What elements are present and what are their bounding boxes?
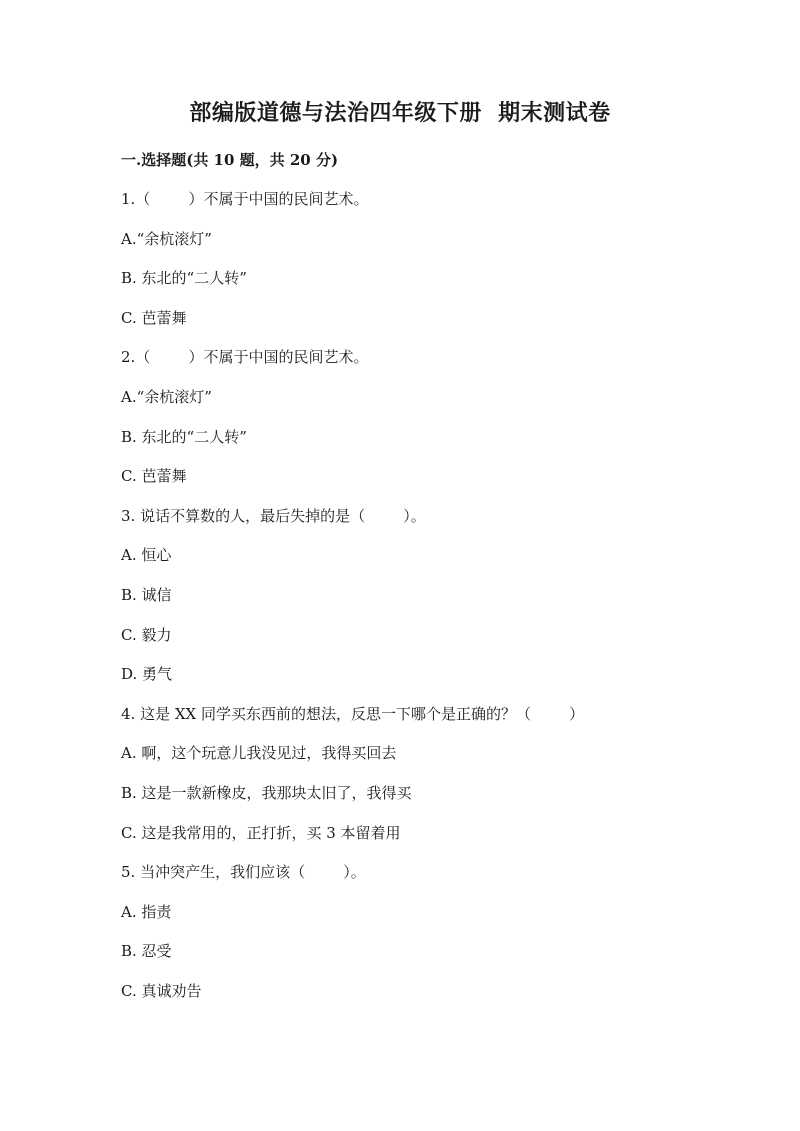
question-4-stem: 4. 这是 XX 同学买东西前的想法，反思一下哪个是正确的？（ ）	[121, 704, 585, 723]
question-3-option-a: A. 恒心	[121, 546, 172, 565]
question-3-option-d: D. 勇气	[121, 665, 173, 684]
question-4-option-b: B. 这是一款新橡皮，我那块太旧了，我得买	[121, 783, 412, 802]
question-1-option-c: C. 芭蕾舞	[121, 308, 187, 327]
question-3-option-c: C. 毅力	[121, 625, 172, 644]
question-1-option-b: B. 东北的“二人转”	[121, 269, 247, 288]
section-heading: 一.选择题(共 10 题，共 20 分)	[121, 151, 339, 169]
question-3-stem: 3. 说话不算数的人，最后失掉的是（ ）。	[121, 506, 426, 525]
question-2-option-c: C. 芭蕾舞	[121, 467, 187, 486]
question-2-stem: 2.（ ）不属于中国的民间艺术。	[121, 348, 369, 367]
page-title: 部编版道德与法治四年级下册 期末测试卷	[189, 100, 611, 126]
question-2-option-b: B. 东北的“二人转”	[121, 427, 247, 446]
question-1-stem: 1.（ ）不属于中国的民间艺术。	[121, 190, 369, 208]
question-2-option-a: A.“余杭滚灯”	[121, 387, 212, 406]
question-list	[121, 187, 584, 1018]
question-5-option-a: A. 指责	[121, 902, 172, 921]
question-5-stem: 5. 当冲突产生，我们应该（ ）。	[121, 863, 366, 882]
question-1-option-a: A.“余杭滚灯”	[121, 229, 212, 248]
question-5-option-c: C. 真诚劝告	[121, 981, 202, 1000]
question-4-option-a: A. 啊，这个玩意儿我没见过，我得买回去	[121, 744, 397, 763]
question-3-option-b: B. 诚信	[121, 585, 172, 604]
question-5-option-b: B. 忍受	[121, 942, 172, 961]
question-4-option-c: C. 这是我常用的，正打折，买 3 本留着用	[121, 823, 401, 842]
